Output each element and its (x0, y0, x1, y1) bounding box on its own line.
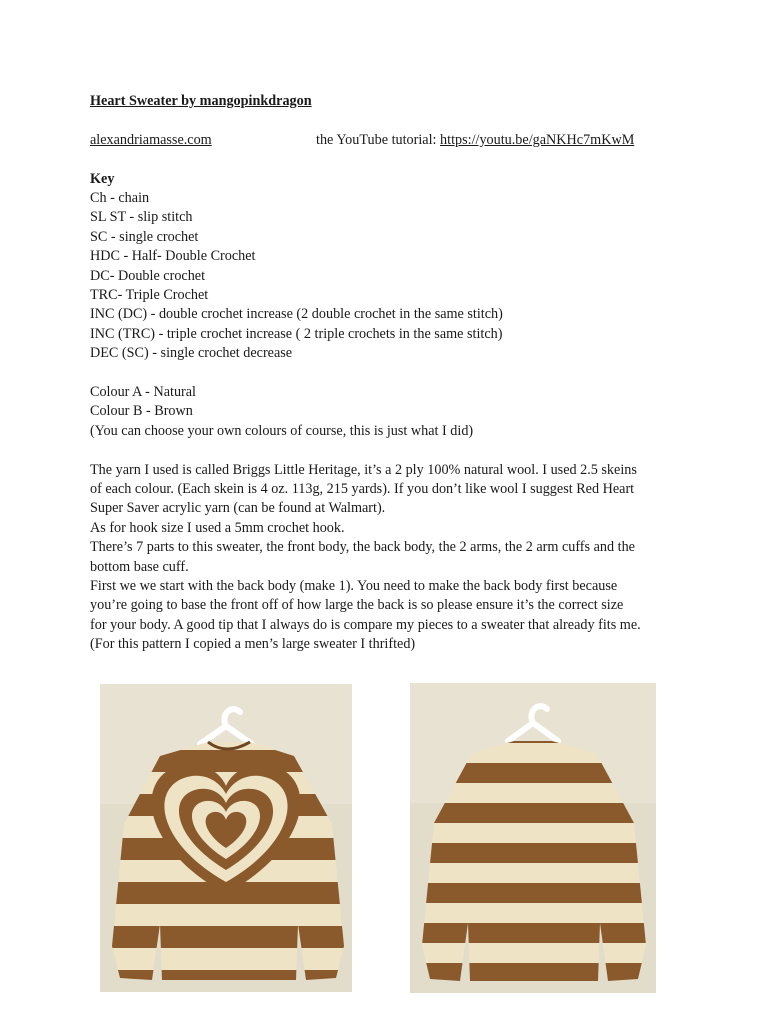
colour-note: (You can choose your own colours of course, this is just what I did) (90, 422, 474, 439)
body-line: The yarn I used is called Briggs Little Heritage, it’s a 2 ply 100% natural wool. I used 2.5 skeins (90, 461, 637, 478)
body-line: (For this pattern I copied a men’s large sweater I thrifted) (90, 636, 416, 653)
sweater-front-photo (100, 684, 352, 992)
key-section (90, 170, 690, 364)
sweater-back-photo (410, 683, 656, 993)
key-item: DC- Double crochet (90, 267, 206, 284)
document-title: Heart Sweater by mangopinkdragon (90, 93, 312, 109)
tutorial-prefix: the YouTube tutorial: (316, 131, 441, 148)
links-row (90, 131, 690, 150)
key-item: SL ST - slip stitch (90, 209, 193, 226)
key-item: INC (DC) - double crochet increase (2 double crochet in the same stitch) (90, 306, 503, 323)
body-line: As for hook size I used a 5mm crochet hook. (90, 519, 345, 536)
body-line: bottom base cuff. (90, 558, 189, 575)
tutorial-line (316, 131, 634, 150)
instructions-paragraph (90, 461, 690, 655)
colours-section (90, 383, 690, 441)
body-line: for your body. A good tip that I always do is compare my pieces to a sweater that already fits me. (90, 616, 641, 633)
key-item: HDC - Half- Double Crochet (90, 248, 256, 265)
document-page (90, 92, 690, 655)
website-link[interactable]: alexandriamasse.com (90, 131, 212, 148)
colour-line: Colour A - Natural (90, 384, 196, 401)
body-line: Super Saver acrylic yarn (can be found at Walmart). (90, 500, 386, 517)
key-item: DEC (SC) - single crochet decrease (90, 345, 293, 362)
sweater-back-image (410, 683, 656, 993)
key-heading: Key (90, 170, 115, 187)
key-item: TRC- Triple Crochet (90, 287, 209, 304)
body-line: There’s 7 parts to this sweater, the front body, the back body, the 2 arms, the 2 arm cuffs and the (90, 539, 635, 556)
key-item: SC - single crochet (90, 228, 199, 245)
youtube-tutorial-link[interactable]: https://youtu.be/gaNKHc7mKwM (440, 131, 635, 148)
body-line: of each colour. (Each skein is 4 oz. 113g, 215 yards). If you don’t like wool I suggest Red Heart (90, 481, 635, 498)
body-line: First we we start with the back body (make 1). You need to make the back body first because (90, 578, 618, 595)
body-line: you’re going to base the front off of how large the back is so please ensure it’s the correct size (90, 597, 624, 614)
key-item: Ch - chain (90, 189, 150, 206)
sweater-front-image (100, 684, 352, 992)
key-item: INC (TRC) - triple crochet increase ( 2 triple crochets in the same stitch) (90, 325, 503, 342)
colour-line: Colour B - Brown (90, 403, 193, 420)
